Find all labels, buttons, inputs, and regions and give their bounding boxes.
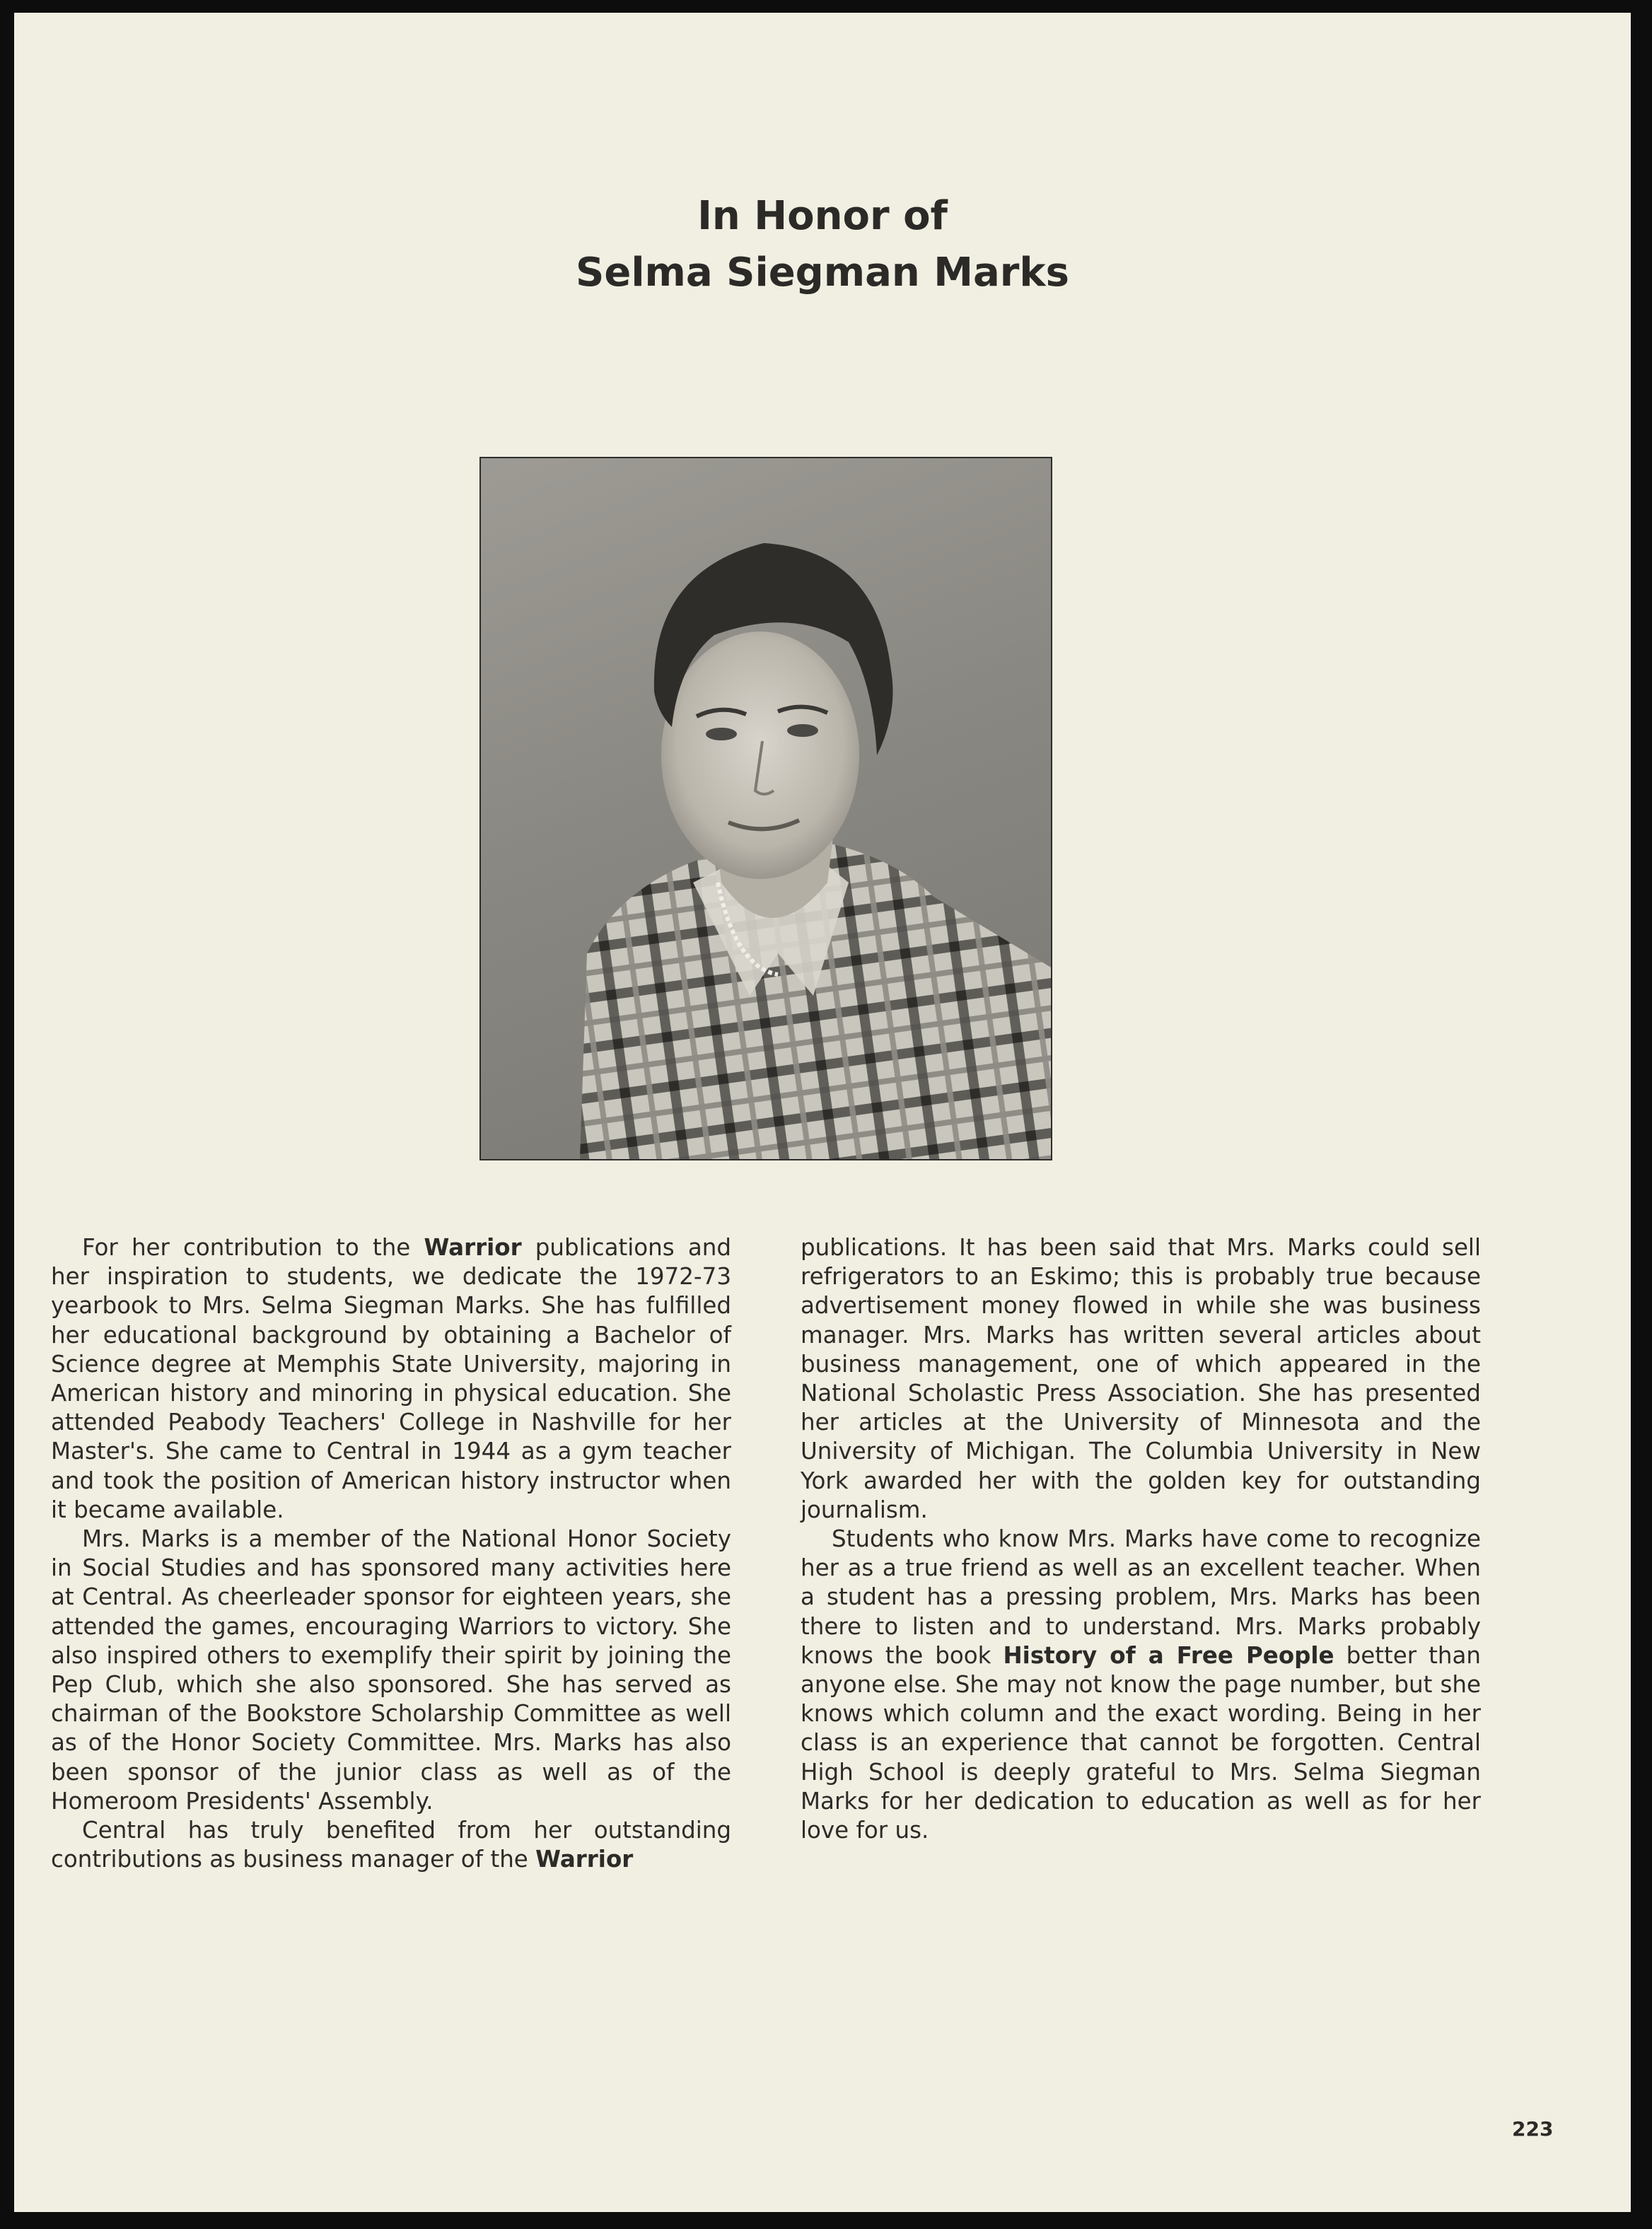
title-line-2: Selma Siegman Marks [576,250,1069,296]
right-paragraph-2 [801,1525,1481,1845]
text-run: Central has truly benefited from her outstanding contributions as business manager of the [51,1817,731,1873]
text-run: For her contribution to the [82,1234,424,1261]
article-left-column [51,1233,731,1874]
text-run: publications and her inspiration to students, we dedicate the 1972-73 yearbook to Mrs. Selma Siegman Marks. She has fulfilled her educational background by obtaining a Bachelor of Science degree at Memphis State University, majoring in American history and minoring in physical education. She attended Peabody Teachers' College in Nashville for her Master's. She came to Central in 1944 as a gym teacher and took the position of American history instructor when it became available. [51,1234,731,1523]
title-line-1: In Honor of [697,193,948,239]
publication-name: Warrior [424,1234,522,1261]
left-paragraph-2: Mrs. Marks is a member of the National Honor Society in Social Studies and has sponsored many activities here at Central. As cheerleader sponsor for eighteen years, she attended the games, encouraging Warriors to victory. She also inspired others to exemplify their spirit by joining the Pep Club, which she also sponsored. She has served as chairman of the Bookstore Scholarship Committee as well as of the Honor Society Committee. Mrs. Marks has also been sponsor of the junior class as well as of the Homeroom Presidents' Assembly. [51,1525,731,1815]
book-title: History of a Free People [1003,1641,1334,1669]
page-title [14,188,1631,301]
portrait-photo [479,457,1052,1160]
text-run: Students who know Mrs. Marks have come to recognize her as a true friend as well as an excellent teacher. When a student has a pressing problem, Mrs. Marks has been there to listen and to understand. Mrs. Marks probably knows the book [801,1525,1481,1669]
article-right-column [801,1233,1481,1845]
right-paragraph-1: publications. It has been said that Mrs. Marks could sell refrigerators to an Eskimo; this is probably true because advertisement money flowed in while she was business manager. Mrs. Marks has written several articles about business management, one of which appeared in the National Scholastic Press Association. She has presented her articles at the University of Minnesota and the University of Michigan. The Columbia University in New York awarded her with the golden key for outstanding journalism. [801,1234,1481,1523]
page-number: 223 [1512,2117,1554,2141]
left-paragraph-3 [51,1816,731,1874]
left-paragraph-1 [51,1233,731,1525]
portrait-illustration [481,458,1051,1159]
text-run: better than anyone else. She may not know the page number, but she knows which column and the exact wording. Being in her class is an experience that cannot be forgotten. Central High School is deeply grateful to Mrs. Selma Siegman Marks for her dedication to education as well as for her love for us. [801,1641,1481,1844]
publication-name: Warrior [535,1846,634,1873]
yearbook-page [14,13,1631,2212]
